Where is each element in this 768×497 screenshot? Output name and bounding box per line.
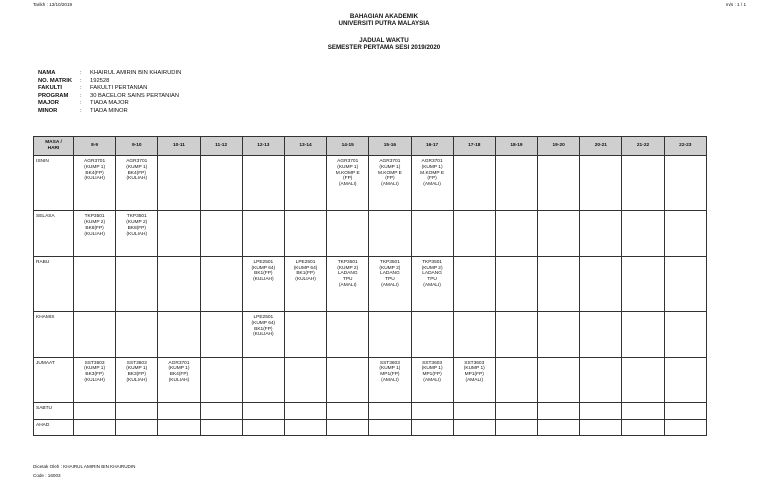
empty-slot — [284, 419, 326, 435]
empty-slot — [580, 211, 622, 257]
student-info-row — [38, 100, 181, 108]
class-slot-line: (KULIAH) — [253, 332, 274, 338]
empty-slot — [116, 256, 158, 311]
empty-slot — [664, 312, 706, 358]
empty-slot — [158, 256, 200, 311]
class-slot-line: AGR3701 — [168, 360, 190, 366]
class-slot — [369, 156, 411, 211]
time-header: 20-21 — [580, 137, 622, 156]
empty-slot — [200, 211, 242, 257]
student-info-row — [38, 78, 181, 86]
printed-by: Dicetak Oleh : KHAIRUL AMIRIN BIN KHAIRUDIN — [33, 464, 136, 469]
empty-slot — [453, 419, 495, 435]
class-slot — [74, 211, 116, 257]
empty-slot — [158, 403, 200, 419]
empty-slot — [538, 211, 580, 257]
class-slot — [411, 357, 453, 403]
class-slot — [74, 156, 116, 211]
class-slot-line: (AMALI) — [338, 282, 357, 288]
class-slot — [116, 156, 158, 211]
empty-slot — [664, 156, 706, 211]
empty-slot — [200, 312, 242, 358]
class-slot-line: MP1(FP) — [464, 372, 484, 378]
empty-slot — [664, 403, 706, 419]
class-slot-line: AGR3701 — [126, 159, 148, 164]
class-slot — [327, 256, 369, 311]
day-row — [34, 156, 707, 211]
empty-slot — [538, 357, 580, 403]
class-slot-line: BK8(FP) — [127, 225, 146, 231]
page-number: m/s : 1 / 1 — [725, 2, 746, 7]
empty-slot — [622, 419, 664, 435]
empty-slot — [495, 312, 537, 358]
class-slot-line: SST3603 — [422, 360, 443, 366]
empty-slot — [158, 156, 200, 211]
empty-slot — [284, 403, 326, 419]
empty-slot — [664, 419, 706, 435]
class-slot-line: LPE2501 — [253, 315, 274, 321]
class-slot-line: (AMALI) — [465, 377, 484, 383]
class-slot-line: (KUMP 1) — [337, 164, 359, 170]
separator-colon: : — [80, 100, 82, 107]
student-info-value: TIADA MAJOR — [90, 100, 129, 107]
time-header: 15-16 — [369, 137, 411, 156]
student-info-value: 30 BACELOR SAINS PERTANIAN — [90, 92, 180, 99]
class-slot-line: M.KOMP E — [377, 170, 402, 176]
day-label: SABTU — [34, 403, 74, 419]
time-header: 16-17 — [411, 137, 453, 156]
empty-slot — [622, 312, 664, 358]
student-info-row — [38, 85, 181, 93]
empty-slot — [538, 403, 580, 419]
class-slot-line: BK1(FP) — [296, 271, 315, 277]
department-title: BAHAGIAN AKADEMIK — [349, 13, 419, 20]
empty-slot — [200, 357, 242, 403]
timetable-header-row — [34, 137, 707, 156]
empty-slot — [495, 419, 537, 435]
time-header: 17-18 — [453, 137, 495, 156]
empty-slot — [242, 357, 284, 403]
day-label: JUMAAT — [34, 357, 74, 403]
class-slot-line: (KUMP 2) — [421, 265, 443, 271]
time-header: 11-12 — [200, 137, 242, 156]
day-label: AHAD — [34, 419, 74, 435]
empty-slot — [158, 211, 200, 257]
class-slot — [242, 256, 284, 311]
student-info-label: MAJOR — [38, 100, 59, 107]
day-row — [34, 312, 707, 358]
day-row — [34, 357, 707, 403]
empty-slot — [116, 403, 158, 419]
empty-slot — [284, 357, 326, 403]
empty-slot — [74, 403, 116, 419]
empty-slot — [327, 312, 369, 358]
student-info-label: NO. MATRIK — [38, 77, 73, 84]
day-row — [34, 256, 707, 311]
empty-slot — [495, 357, 537, 403]
class-slot-line: BK4(FP) — [85, 170, 104, 176]
class-slot — [116, 211, 158, 257]
class-slot-line: (AMALI) — [381, 282, 399, 288]
student-info-value: TIADA MINOR — [90, 107, 128, 114]
class-slot-line: (FP) — [427, 176, 437, 182]
class-slot — [453, 357, 495, 403]
time-header: 18-19 — [495, 137, 537, 156]
time-header: 19-20 — [538, 137, 580, 156]
empty-slot — [327, 403, 369, 419]
empty-slot — [580, 419, 622, 435]
empty-slot — [200, 256, 242, 311]
class-slot-line: TKP3501 — [126, 214, 147, 220]
time-header: 12-13 — [242, 137, 284, 156]
class-slot-line: (KULIAH) — [295, 277, 316, 283]
class-slot-line: M.KOMP E — [335, 170, 360, 176]
empty-slot — [158, 419, 200, 435]
class-slot-line: BK4(FP) — [169, 372, 189, 378]
class-slot — [158, 357, 200, 403]
class-slot-line: (KULIAH) — [84, 176, 105, 182]
student-info-value: FAKULTI PERTANIAN — [90, 85, 148, 92]
class-slot-line: LPE2501 — [253, 259, 274, 265]
class-slot-line: TPU — [342, 277, 353, 283]
empty-slot — [158, 312, 200, 358]
class-slot-line: BK3(FP) — [127, 372, 146, 378]
empty-slot — [242, 156, 284, 211]
class-slot — [411, 256, 453, 311]
class-slot-line: (AMALI) — [381, 182, 399, 188]
empty-slot — [327, 211, 369, 257]
student-info-label: MINOR — [38, 107, 58, 114]
time-header: 13-14 — [284, 137, 326, 156]
student-info-label: PROGRAM — [38, 92, 69, 99]
header-corner — [34, 137, 74, 156]
day-label: SELASA — [34, 211, 74, 257]
class-slot-line: (KULIAH) — [84, 231, 105, 237]
class-slot-line: M.KOMP E — [420, 170, 445, 176]
class-slot-line: BK4(FP) — [127, 170, 146, 176]
day-row — [34, 419, 707, 435]
corner-label: MASA / — [45, 140, 62, 146]
empty-slot — [116, 419, 158, 435]
empty-slot — [74, 312, 116, 358]
class-slot-line: LADANG — [422, 271, 442, 277]
empty-slot — [580, 357, 622, 403]
time-header: 8-9 — [74, 137, 116, 156]
student-info-label: NAMA — [38, 70, 56, 76]
class-slot-line: MP1(FP) — [422, 372, 442, 378]
time-header: 21-22 — [622, 137, 664, 156]
empty-slot — [284, 312, 326, 358]
empty-slot — [495, 156, 537, 211]
class-slot-line: (FP) — [343, 176, 353, 182]
empty-slot — [453, 211, 495, 257]
day-row — [34, 403, 707, 419]
class-slot-line: LADANG — [380, 271, 400, 277]
empty-slot — [369, 403, 411, 419]
empty-slot — [411, 312, 453, 358]
empty-slot — [622, 156, 664, 211]
class-slot-line: BK1(FP) — [254, 326, 273, 332]
empty-slot — [453, 403, 495, 419]
code-label: Code : 16003 — [33, 473, 61, 478]
day-label: ISNIN — [34, 156, 74, 211]
class-slot-line: (AMALI) — [338, 182, 357, 188]
class-slot-line: TKP3501 — [379, 259, 400, 265]
empty-slot — [622, 211, 664, 257]
empty-slot — [580, 256, 622, 311]
time-header: 9-10 — [116, 137, 158, 156]
class-slot — [74, 357, 116, 403]
class-slot-line: AGR3701 — [379, 159, 401, 164]
class-slot-line: SST3603 — [464, 360, 485, 366]
class-slot-line: (KULIAH) — [126, 377, 148, 383]
empty-slot — [622, 357, 664, 403]
class-slot-line: (FP) — [385, 176, 395, 182]
empty-slot — [495, 211, 537, 257]
day-label: RABU — [34, 256, 74, 311]
class-slot-line: BK8(FP) — [85, 225, 104, 231]
class-slot-line: (KUMP 1) — [463, 366, 485, 372]
class-slot — [411, 156, 453, 211]
empty-slot — [538, 156, 580, 211]
empty-slot — [284, 156, 326, 211]
class-slot-line: (KUMP 64) — [293, 265, 318, 271]
class-slot-line: (KUMP 1) — [421, 164, 443, 170]
empty-slot — [538, 419, 580, 435]
class-slot-line: MP1(FP) — [380, 372, 400, 378]
class-slot-line: (AMALI) — [423, 282, 441, 288]
empty-slot — [580, 403, 622, 419]
class-slot-line: (KULIAH) — [126, 176, 148, 182]
class-slot — [284, 256, 326, 311]
day-label: KHAMIS — [34, 312, 74, 358]
class-slot-line: (KUMP 1) — [379, 366, 401, 372]
empty-slot — [411, 403, 453, 419]
class-slot-line: (AMALI) — [423, 182, 441, 188]
empty-slot — [242, 403, 284, 419]
empty-slot — [369, 419, 411, 435]
empty-slot — [411, 419, 453, 435]
class-slot-line: (KUMP 1) — [379, 164, 401, 170]
class-slot-line: (KULIAH) — [253, 277, 274, 283]
class-slot-line: (KUMP 1) — [126, 366, 148, 372]
separator-colon: : — [80, 85, 82, 92]
class-slot-line: LADANG — [337, 271, 358, 277]
time-header: 22-23 — [664, 137, 706, 156]
class-slot-line: TKP3501 — [84, 214, 105, 220]
class-slot-line: (KUMP 1) — [421, 366, 443, 372]
class-slot — [116, 357, 158, 403]
empty-slot — [327, 357, 369, 403]
class-slot-line: AGR3701 — [84, 159, 106, 164]
class-slot-line: (KUMP 2) — [337, 265, 359, 271]
class-slot-line: (AMALI) — [423, 377, 441, 383]
empty-slot — [664, 256, 706, 311]
empty-slot — [664, 211, 706, 257]
separator-colon: : — [80, 77, 82, 84]
class-slot-line: TKP3501 — [422, 259, 443, 265]
class-slot — [242, 312, 284, 358]
separator-colon: : — [80, 70, 82, 76]
empty-slot — [74, 256, 116, 311]
class-slot-line: TKP3501 — [337, 259, 358, 265]
empty-slot — [453, 256, 495, 311]
separator-colon: : — [80, 92, 82, 99]
class-slot-line: (KUMP 1) — [84, 164, 106, 170]
empty-slot — [664, 357, 706, 403]
empty-slot — [74, 419, 116, 435]
semester-title: SEMESTER PERTAMA SESI 2019/2020 — [327, 44, 441, 51]
empty-slot — [538, 256, 580, 311]
class-slot-line: (KUMP 1) — [126, 164, 148, 170]
empty-slot — [495, 403, 537, 419]
empty-slot — [200, 403, 242, 419]
class-slot-line: TPU — [427, 277, 437, 283]
university-title: UNIVERSITI PUTRA MALAYSIA — [338, 20, 430, 27]
class-slot-line: (KUMP 2) — [126, 220, 148, 226]
empty-slot — [580, 156, 622, 211]
class-slot-line: SST3603 — [379, 360, 400, 366]
class-slot-line: BK3(FP) — [85, 372, 104, 378]
empty-slot — [411, 211, 453, 257]
student-info-row — [38, 108, 181, 116]
time-header: 14-15 — [327, 137, 369, 156]
empty-slot — [242, 419, 284, 435]
empty-slot — [622, 403, 664, 419]
empty-slot — [453, 312, 495, 358]
class-slot-line: (KUMP 2) — [84, 220, 106, 226]
timetable-title: JADUAL WAKTU — [359, 37, 409, 44]
student-info-row — [38, 93, 181, 101]
class-slot-line: (KUMP 2) — [379, 265, 401, 271]
empty-slot — [242, 211, 284, 257]
corner-label: HARI — [47, 146, 60, 151]
class-slot-line: AGR3701 — [421, 159, 443, 164]
student-info — [38, 70, 181, 116]
class-slot-line: AGR3701 — [337, 159, 359, 164]
class-slot — [327, 156, 369, 211]
student-info-value: 192528 — [90, 77, 110, 84]
class-slot-line: TPU — [385, 277, 395, 283]
class-slot-line: BK1(FP) — [254, 271, 273, 277]
class-slot-line: (KUMP 64) — [251, 320, 276, 326]
empty-slot — [200, 419, 242, 435]
empty-slot — [200, 156, 242, 211]
time-header: 10-11 — [158, 137, 200, 156]
student-info-value: KHAIRUL AMIRIN BIN KHAIRUDIN — [90, 70, 182, 76]
empty-slot — [453, 156, 495, 211]
class-slot-line: SST3603 — [126, 360, 147, 366]
student-info-row — [38, 70, 181, 78]
timetable — [33, 136, 707, 436]
class-slot — [369, 256, 411, 311]
class-slot-line: (AMALI) — [381, 377, 399, 383]
empty-slot — [327, 419, 369, 435]
class-slot-line: LPE2501 — [295, 259, 316, 265]
class-slot-line: (KUMP 1) — [84, 366, 106, 372]
separator-colon: : — [80, 107, 82, 114]
empty-slot — [369, 211, 411, 257]
class-slot — [369, 357, 411, 403]
empty-slot — [369, 312, 411, 358]
empty-slot — [538, 312, 580, 358]
empty-slot — [495, 256, 537, 311]
student-info-label: FAKULTI — [38, 85, 63, 92]
empty-slot — [284, 211, 326, 257]
empty-slot — [622, 256, 664, 311]
empty-slot — [580, 312, 622, 358]
empty-slot — [116, 312, 158, 358]
class-slot-line: (KULIAH) — [126, 231, 148, 237]
class-slot-line: (KULIAH) — [84, 377, 105, 383]
class-slot-line: (KULIAH) — [168, 377, 190, 383]
day-row — [34, 211, 707, 257]
class-slot-line: (KUMP 1) — [168, 366, 190, 372]
class-slot-line: (KUMP 64) — [251, 265, 276, 271]
print-date: Tarikh : 13/10/2019 — [33, 2, 73, 7]
class-slot-line: SST3603 — [84, 360, 105, 366]
